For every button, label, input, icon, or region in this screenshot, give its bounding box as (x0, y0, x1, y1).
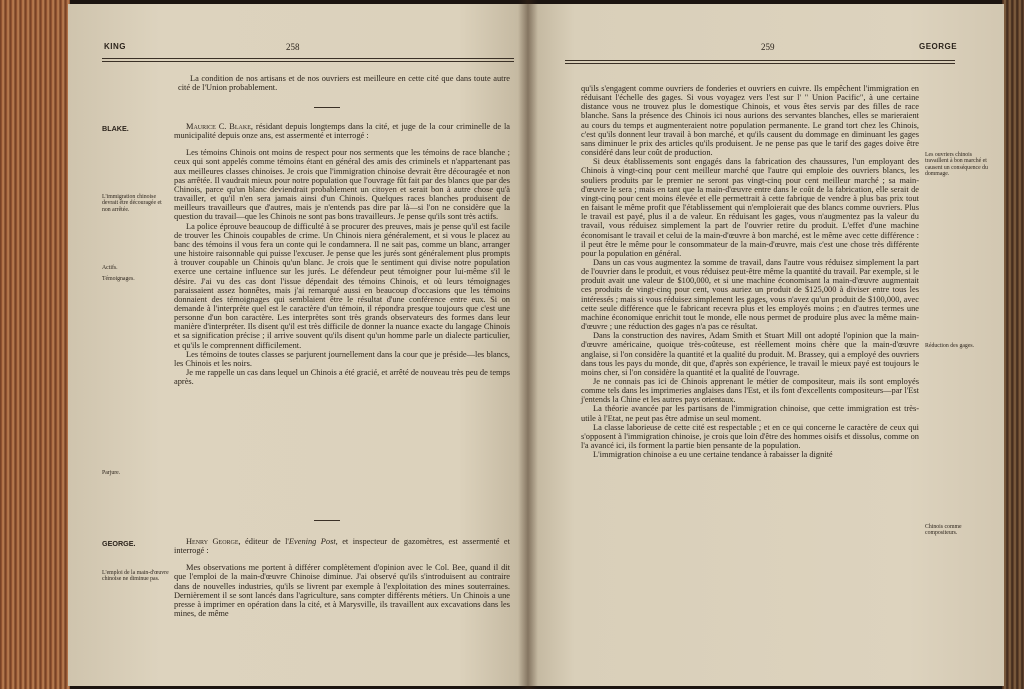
side-note-reduction-gages: Réduction des gages. (925, 343, 975, 349)
side-note-parjure: Parjure. (102, 470, 121, 476)
george-name: Henry George, (186, 537, 241, 546)
page-number-right: 259 (761, 42, 775, 52)
page-edges-left (0, 0, 70, 689)
right-page (527, 4, 1004, 686)
running-head-right: GEORGE (919, 42, 958, 51)
page-edges-right (1002, 0, 1024, 689)
header-rule-thin (102, 61, 514, 62)
speaker-blake: BLAKE. (102, 124, 129, 133)
page-number-left: 258 (286, 42, 300, 52)
blake-testimony: Maurice C. Blake, résidant depuis longtemps dans la cité, et juge de la cour criminelle de la municipalité depuis onze ans, est assermenté et interrogé : Les témoins Chinois ont moins de respect pour nos serments que les témoins de race blanche ; ceux qui sont appelés comme témoins étant en général des amis des criminels et n'appartenant pas aux meilleures classes chinoises. Je crois que l'immigration chinoise devrait être découragée et non pas arrêtée. Il vaudrait mieux pour notre population que l'ouvrage fût fait par des blancs que par des Chinois, parce qu'un blanc deviendrait probablement un citoyen et serait bon à autre chose qu'à travailler, et qu'il n'en sera jamais ainsi d'un Chinois. Quelques races blanches produisent de meilleurs travailleurs que d'autres, mais je n'entends pas dire par là—si l'on ne considère que la question du travail—que les Chinois ne sont pas bons travailleurs. Je pense qu'ils sont très actifs. La police éprouve beaucoup de difficulté à se procurer des preuves, mais je pense qu'il est facile de trouver les Chinois coupables de crime. Un Chinois niera généralement, et si vous le placez au banc des témoins il vous fera un conte qui le condamnera. Il ne sait pas, comme un blanc, arranger une histoire raisonnable qui puisse l'excuser. Je pense que les jurés sont généralement plus prompts à trouver coupable un Chinois qu'un blanc. Je crois que le sentiment qui divise notre population exerce une certaine influence sur les jurés. Le défendeur peut témoigner pour lui-même s'il le désire. J'ai vu des cas dont l'issue dépendait des témoins Chinois, et où leurs témoignages paraissaient assez honnêtes, mais j'ai remarqué aussi en beaucoup d'occasions que les témoins donnaient des témoignages qui semblaient être le résultat d'une conférence entre eux. Si on demande à l'interprète quel est le caractère d'un témoin, il répondra presque toujours que c'est une personne d'un bon caractère. Les interprètes sont très grands observateurs des formes dans leur manière d'interpréter. Ils disent qu'il est très difficile de donner la nuance exacte du langage Chinois et sa signification précise ; il arrive souvent qu'ils disent qu'un homme parle un dialecte particulier, et qu'ils le comprennent difficilement. Les témoins de toutes classes se parjurent journellement dans la cour que je préside—les blancs, les Chinois et les noirs. Je me rappelle un cas dans lequel un Chinois a été gracié, et arrêté de nouveau très peu de temps après. (174, 122, 511, 387)
george-intro: Henry George, éditeur de l'Evening Post, et inspecteur de gazomètres, est assermenté et interrogé : (174, 537, 510, 556)
blake-name: Maurice C. Blake, (186, 122, 253, 131)
left-page (68, 4, 527, 686)
section-separator-2 (314, 520, 340, 521)
section-separator (314, 107, 340, 108)
side-note-immigration: L'immigration chinoise devrait être découragée et non arrêtée. (102, 194, 162, 213)
side-note-main-doeuvre: L'emploi de la main-d'œuvre chinoise ne diminue pas. (102, 570, 169, 583)
speaker-george: GEORGE. (102, 539, 136, 548)
side-note-compositeurs: Chinois comme compositeurs. (925, 524, 962, 537)
side-note-temoignages: Témoignages. (102, 276, 135, 282)
side-note-actifs: Actifs. (102, 265, 118, 271)
side-note-ouvriers-chinois: Les ouvriers chinois travaillent à bon marché et causent un conséquence du dommage. (925, 152, 988, 178)
running-head-left: KING (104, 42, 126, 51)
book-gutter (518, 0, 538, 689)
george-testimony-continued: qu'ils s'engagent comme ouvriers de fonderies et ouvriers en cuivre. Ils empêchent l'immigration en réduisant l'échelle des gages. Si vous voyagez vers l'est sur l' " Union Pacific", à une certaine distance vous ne trouvez plus le domestique Chinois, et vous êtes servis par des filles de race blanche. Sans la présence des Chinois ici nous aurions des servantes blanches, elles se marieraient au cours du temps et augmenteraient notre population permanente. Le grand tort chez les Chinois, c'est qu'ils donnent leur travail à bon marché, et qu'ils causent du dommage en diminuant les gages sans diminuer le prix des articles qu'ils produisent. Je ne pense pas que le tarif des gages doive être considéré dans leur coût de production. Si deux établissements sont engagés dans la fabrication des chaussures, l'un employant des Chinois à vingt-cinq pour cent meilleur marché que l'autre qui emploie des ouvriers blancs, les souliers produits par le premier ne seront pas vingt-cinq pour cent meilleur marché ; sa main-d'œuvre le sera ; mais en tant que la main-d'œuvre entre dans le coût de la fabrication, elle serait de vingt-cinq pour cent moins élevée et elle permettrait à cette fabrique de vendre à plus bas prix tout en faisant le même profit que l'établissement qui n'emploierait que des blancs comme ouvriers. Plus le travail est payé, plus il a de valeur. En réduisant les gages, vous n'augmentez pas la valeur du travail, vous réduisez simplement la part de l'ouvrier retire du produit. L'effet d'une machine économisant le travail et celui de la main-d'œuvre à bon marché, est le même avec cette différence : il peut être le même pour le consommateur de la main-d'œuvre, mais c'est une chose très différente pour la population en général. Dans un cas vous augmentez la somme de travail, dans l'autre vous réduisez simplement la part de l'ouvrier dans le produit, et vous réduisez peut-être même la quantité du travail. Par exemple, si le produit avait une valeur de $100,000, et si une machine économisant la main-d'œuvre augmentait ces produits de vingt-cinq pour cent, vous auriez un produit de $125,000 à diviser entre tous les intéressés ; mais si vous réduisez simplement les gages, vous n'avez qu'un produit de $100,000, avec cette seule différence que le fabricant recevra plus et les employés moins ; en d'autres termes une machine économique enrichit tout le monde, elle nous permet de produire plus avec la même main-d'œuvre ; une réduction des gages n'a pas ce résultat. Dans la construction des navires, Adam Smith et Stuart Mill ont adopté l'opinion que la main-d'œuvre américaine, quoique très-coûteuse, est réellement moins chère que la main-d'œuvre anglaise, si l'on considère la quantité et la qualité du produit. M. Brassey, qui a employé des ouvriers dans tous les pays du monde, dit que, d'après son expérience, le travail le mieux payé est toujours le moins cher, si l'on considère la quantité et la qualité de l'ouvrage. Je ne connais pas ici de Chinois apprenant le métier de compositeur, mais ils sont employés comme tels dans les imprimeries anglaises dans l'Est, et ils font d'excellents compositeurs—par l'Est j'entends la Chine et les autres pays orientaux. La théorie avancée par les partisans de l'immigration chinoise, que cette immigration est très-utile à l'Etat, ne peut pas être admise un seul moment. La classe laborieuse de cette cité est respectable ; et en ce qui concerne le caractère de ceux qui s'opposent à l'immigration chinoise, je crois que loin d'être des hommes oisifs et dissolus, comme on l'a avancé ici, ils forment la partie bien pensante de la population. L'immigration chinoise a eu une certaine tendance à rabaisser la dignité (581, 84, 919, 460)
george-testimony: Henry George, éditeur de l'Evening Post, et inspecteur de gazomètres, est assermenté et interrogé : Mes observations me portent à différer complètement d'opinion avec le Col. Bee, quand il dit que l'emploi de la main-d'œuvre Chinoise diminue. J'ai observé qu'ils s'introduisent au contraire dans de nouvelles industries, qu'ils se livrent par exemple à l'exploitation des mines souterraines. Dernièrement il se sont lancés dans l'agriculture, sans compter différents métiers. Un Chinois a une presse à imprimer en opération dans la cité, et à Marysville, ils travaillent aux excavations dans les mines, de même (174, 537, 510, 619)
intro-paragraph: La condition de nos artisans et de nos ouvriers est meilleure en cette cité que dans toute autre cité de l'Union probablement. (178, 74, 510, 93)
header-rule-right-thin (565, 63, 955, 64)
header-rule (102, 58, 514, 59)
header-rule-right (565, 60, 955, 61)
blake-intro: Maurice C. Blake, résidant depuis longtemps dans la cité, et juge de la cour criminelle de la municipalité depuis onze ans, est assermenté et interrogé : (174, 122, 511, 141)
